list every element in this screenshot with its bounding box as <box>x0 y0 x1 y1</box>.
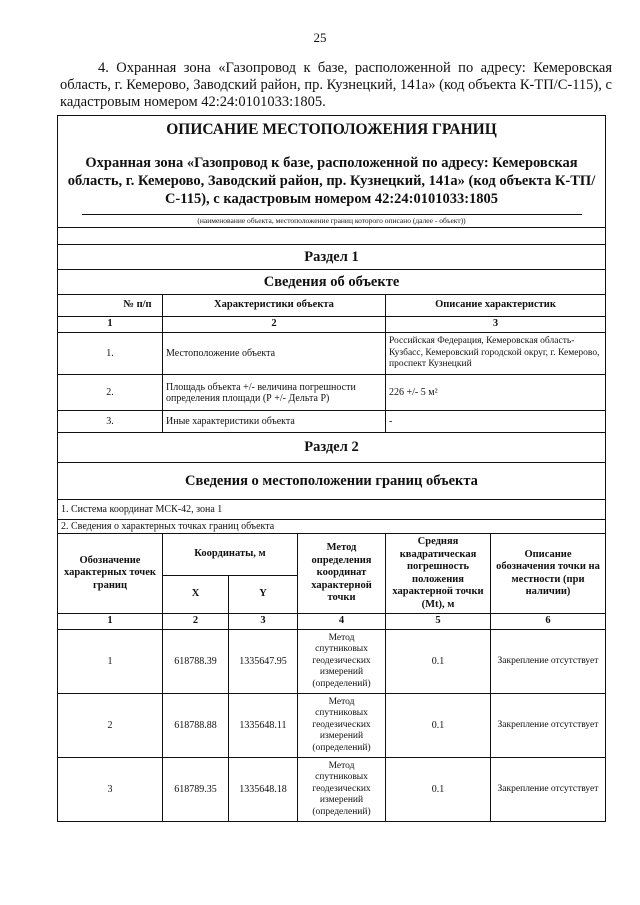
s2-header-method: Метод определения координат характерной точки <box>298 534 386 614</box>
point-desc: Закрепление отсутствует <box>491 630 606 694</box>
s1-row1-num: 1. <box>58 333 163 375</box>
section1-subtitle: Сведения об объекте <box>58 270 606 295</box>
s2-header-y: Y <box>229 576 298 614</box>
point-id: 3 <box>58 758 163 822</box>
doc-title: ОПИСАНИЕ МЕСТОПОЛОЖЕНИЯ ГРАНИЦ <box>58 116 606 145</box>
point-x: 618788.88 <box>163 694 229 758</box>
s1-colnum-3: 3 <box>386 317 606 333</box>
s2-header-x: X <box>163 576 229 614</box>
s1-colnum-2: 2 <box>163 317 386 333</box>
s2-header-point: Обозначение характерных точек границ <box>58 534 163 614</box>
point-desc: Закрепление отсутствует <box>491 694 606 758</box>
point-mt: 0.1 <box>386 694 491 758</box>
table-row <box>58 694 606 758</box>
s2-header-description: Описание обозначения точки на местности (при наличии) <box>491 534 606 614</box>
s1-header-num: № п/п <box>58 295 163 317</box>
point-y: 1335648.11 <box>229 694 298 758</box>
boundary-description-table <box>57 115 606 822</box>
s2-colnum-6: 6 <box>491 614 606 630</box>
spacer-row <box>58 228 606 245</box>
point-y: 1335648.18 <box>229 758 298 822</box>
point-method: Метод спутниковых геодезических измерений (определений) <box>298 758 386 822</box>
s1-row3-name: Иные характеристики объекта <box>163 411 386 433</box>
point-id: 1 <box>58 630 163 694</box>
s1-row3-num: 3. <box>58 411 163 433</box>
point-desc: Закрепление отсутствует <box>491 758 606 822</box>
s1-colnum-1: 1 <box>58 317 163 333</box>
object-title: Охранная зона «Газопровод к базе, расположенной по адресу: Кемеровская область, г. Кемерово, Заводский район, пр. Кузнецкий, 141а» (код объекта К-ТП/С-115), с кадастровым номером 42:24:0101033:1805 <box>58 144 606 214</box>
point-method: Метод спутниковых геодезических измерений (определений) <box>298 694 386 758</box>
section2-title: Раздел 2 <box>58 433 606 463</box>
section2-subtitle: Сведения о местоположении границ объекта <box>58 463 606 500</box>
coord-system: 1. Система координат МСК-42, зона 1 <box>58 500 606 520</box>
s1-row2-name: Площадь объекта +/- величина погрешности определения площади (Р +/- Дельта Р) <box>163 375 386 411</box>
point-mt: 0.1 <box>386 630 491 694</box>
point-y: 1335647.95 <box>229 630 298 694</box>
point-x: 618788.39 <box>163 630 229 694</box>
s1-row2-value: 226 +/- 5 м² <box>386 375 606 411</box>
intro-paragraph: 4. Охранная зона «Газопровод к базе, расположенной по адресу: Кемеровская область, г. Кемерово, Заводский район, пр. Кузнецкий, 141а» (код объекта К-ТП/С-115), с кадастровым номером 42:24:0101033:1805. <box>60 60 612 110</box>
s1-header-desc: Описание характеристик <box>386 295 606 317</box>
s2-header-coords: Координаты, м <box>163 534 298 576</box>
table-row <box>58 630 606 694</box>
s1-row2-num: 2. <box>58 375 163 411</box>
s1-row1-value: Российская Федерация, Кемеровская область-Кузбасс, Кемеровский городской округ, г. Кемерово, проспект Кузнецкий <box>386 333 606 375</box>
s2-colnum-1: 1 <box>58 614 163 630</box>
page-number: 25 <box>313 30 327 45</box>
s2-colnum-5: 5 <box>386 614 491 630</box>
section1-title: Раздел 1 <box>58 245 606 270</box>
s1-row3-value: - <box>386 411 606 433</box>
s2-colnum-3: 3 <box>229 614 298 630</box>
point-x: 618789.35 <box>163 758 229 822</box>
point-id: 2 <box>58 694 163 758</box>
s2-colnum-4: 4 <box>298 614 386 630</box>
s1-header-char: Характеристики объекта <box>163 295 386 317</box>
point-mt: 0.1 <box>386 758 491 822</box>
points-caption: 2. Сведения о характерных точках границ объекта <box>58 520 606 534</box>
s1-row1-name: Местоположение объекта <box>163 333 386 375</box>
point-method: Метод спутниковых геодезических измерений (определений) <box>298 630 386 694</box>
table-row <box>58 758 606 822</box>
s2-header-accuracy: Средняя квадратическая погрешность положения характерной точки (Mt), м <box>386 534 491 614</box>
object-caption: (наименование объекта, местоположение границ которого описано (далее - объект)) <box>58 214 606 228</box>
s2-colnum-2: 2 <box>163 614 229 630</box>
